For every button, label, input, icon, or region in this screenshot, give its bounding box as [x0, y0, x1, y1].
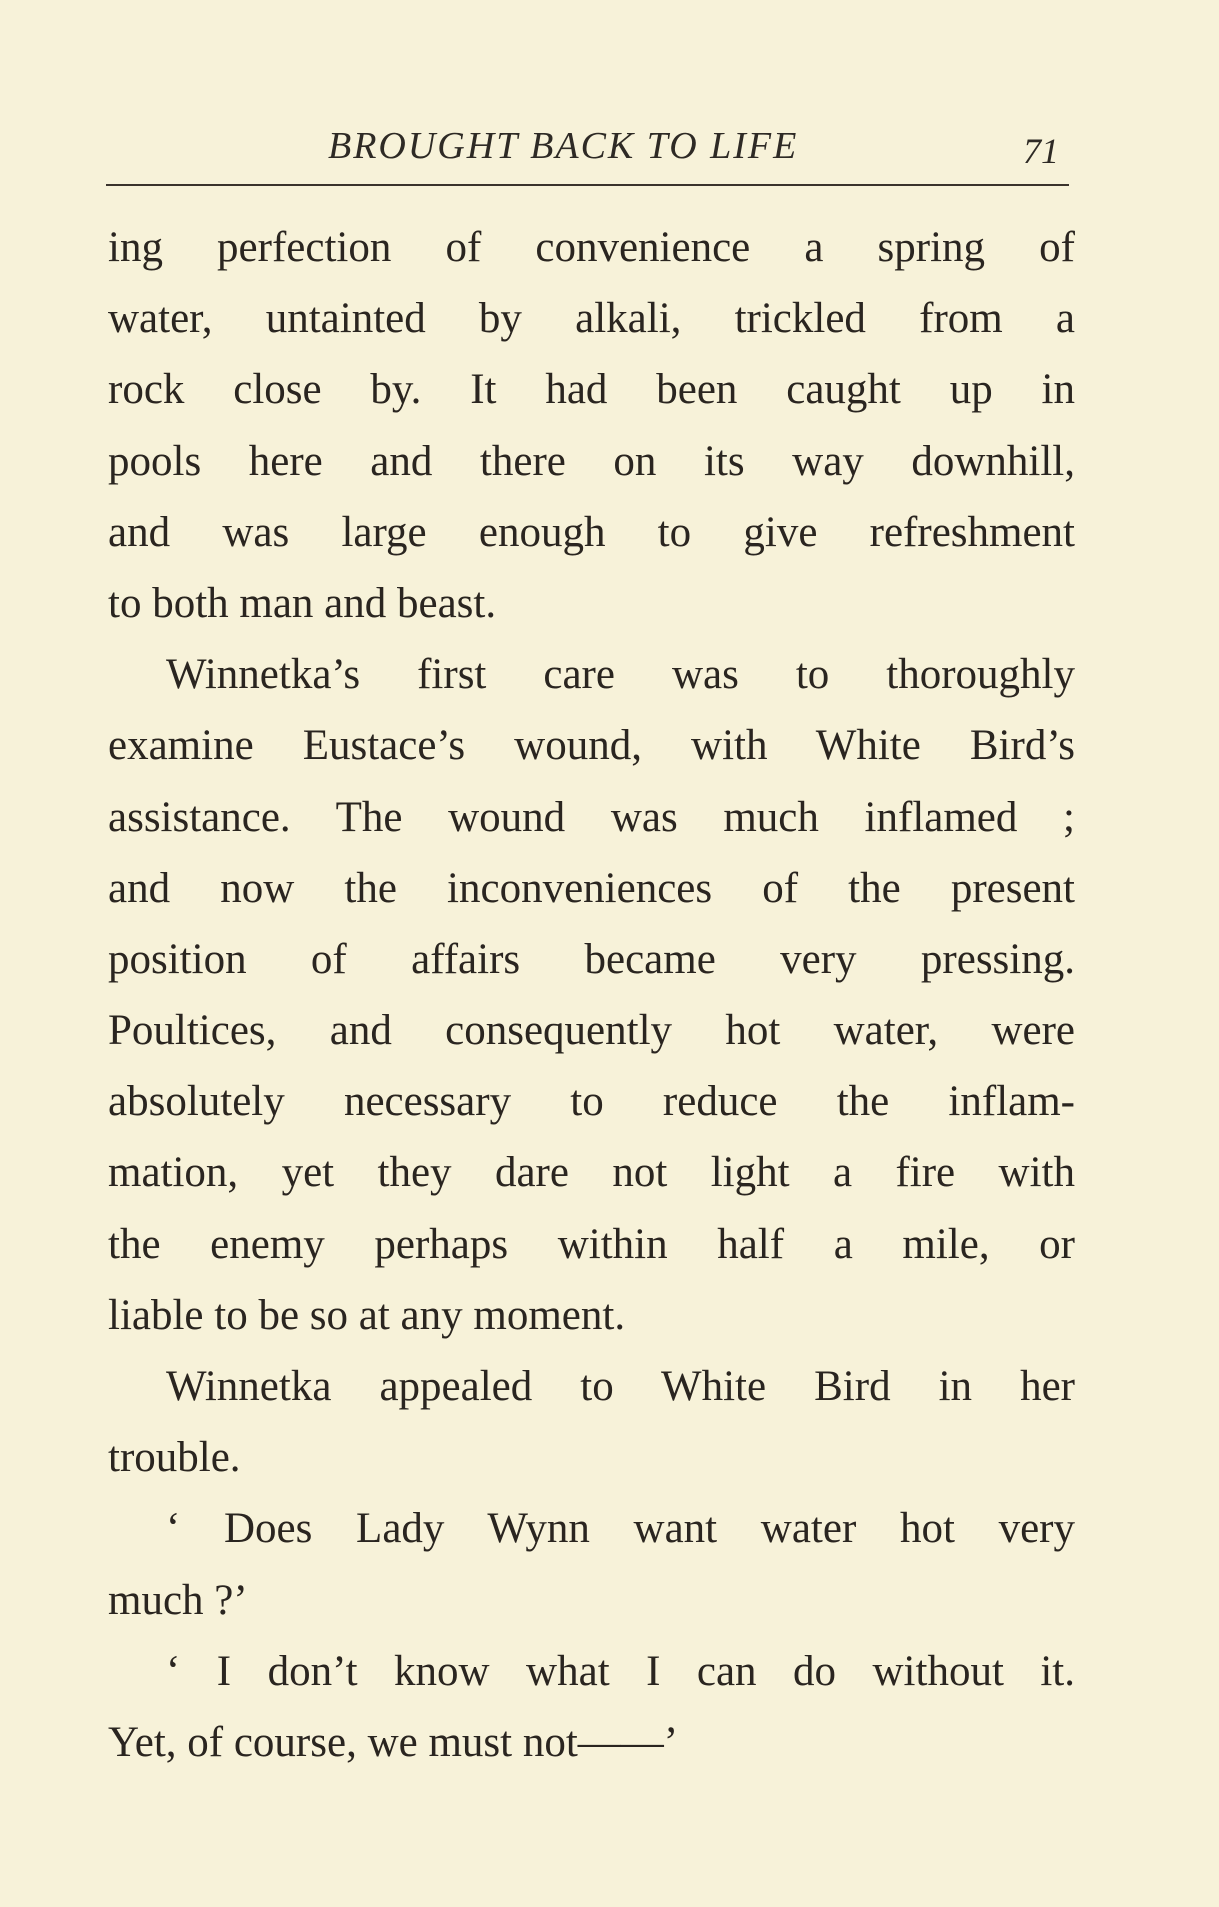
text-line: water, untainted by alkali, trickled from a [108, 295, 1075, 343]
running-head [106, 124, 1069, 174]
text-line: ‘ Does Lady Wynn want water hot very [166, 1505, 1075, 1553]
text-line: the enemy perhaps within half a mile, or [108, 1220, 1075, 1268]
text-line: Winnetka appealed to White Bird in her [166, 1363, 1075, 1410]
text-line: assistance. The wound was much inflamed ; [108, 793, 1075, 841]
body-text [108, 212, 1075, 1778]
text-line: much ?’ [108, 1576, 248, 1624]
running-title: BROUGHT BACK TO LIFE [328, 125, 799, 167]
text-line: position of affairs became very pressing. [108, 935, 1075, 983]
page-number: 71 [1023, 131, 1059, 171]
text-line: Winnetka’s first care was to thoroughly [166, 651, 1075, 699]
text-line: liable to be so at any moment. [108, 1291, 626, 1339]
text-line: and now the inconveniences of the present [108, 864, 1075, 912]
text-line: Poultices, and consequently hot water, were [108, 1007, 1075, 1055]
text-line: ing perfection of convenience a spring of [108, 224, 1075, 271]
text-line: ‘ I don’t know what I can do without it. [166, 1647, 1075, 1695]
header-rule [106, 184, 1069, 186]
text-line: absolutely necessary to reduce the inflam- [108, 1078, 1075, 1126]
text-line: to both man and beast. [108, 579, 497, 627]
text-line: trouble. [108, 1434, 241, 1482]
text-line: rock close by. It had been caught up in [108, 366, 1075, 414]
text-line: mation, yet they dare not light a fire with [108, 1149, 1075, 1197]
text-line: examine Eustace’s wound, with White Bird’s [108, 722, 1075, 770]
text-line: pools here and there on its way downhill, [108, 437, 1075, 485]
text-line: Yet, of course, we must not——’ [108, 1718, 679, 1766]
text-line: and was large enough to give refreshment [108, 508, 1075, 556]
